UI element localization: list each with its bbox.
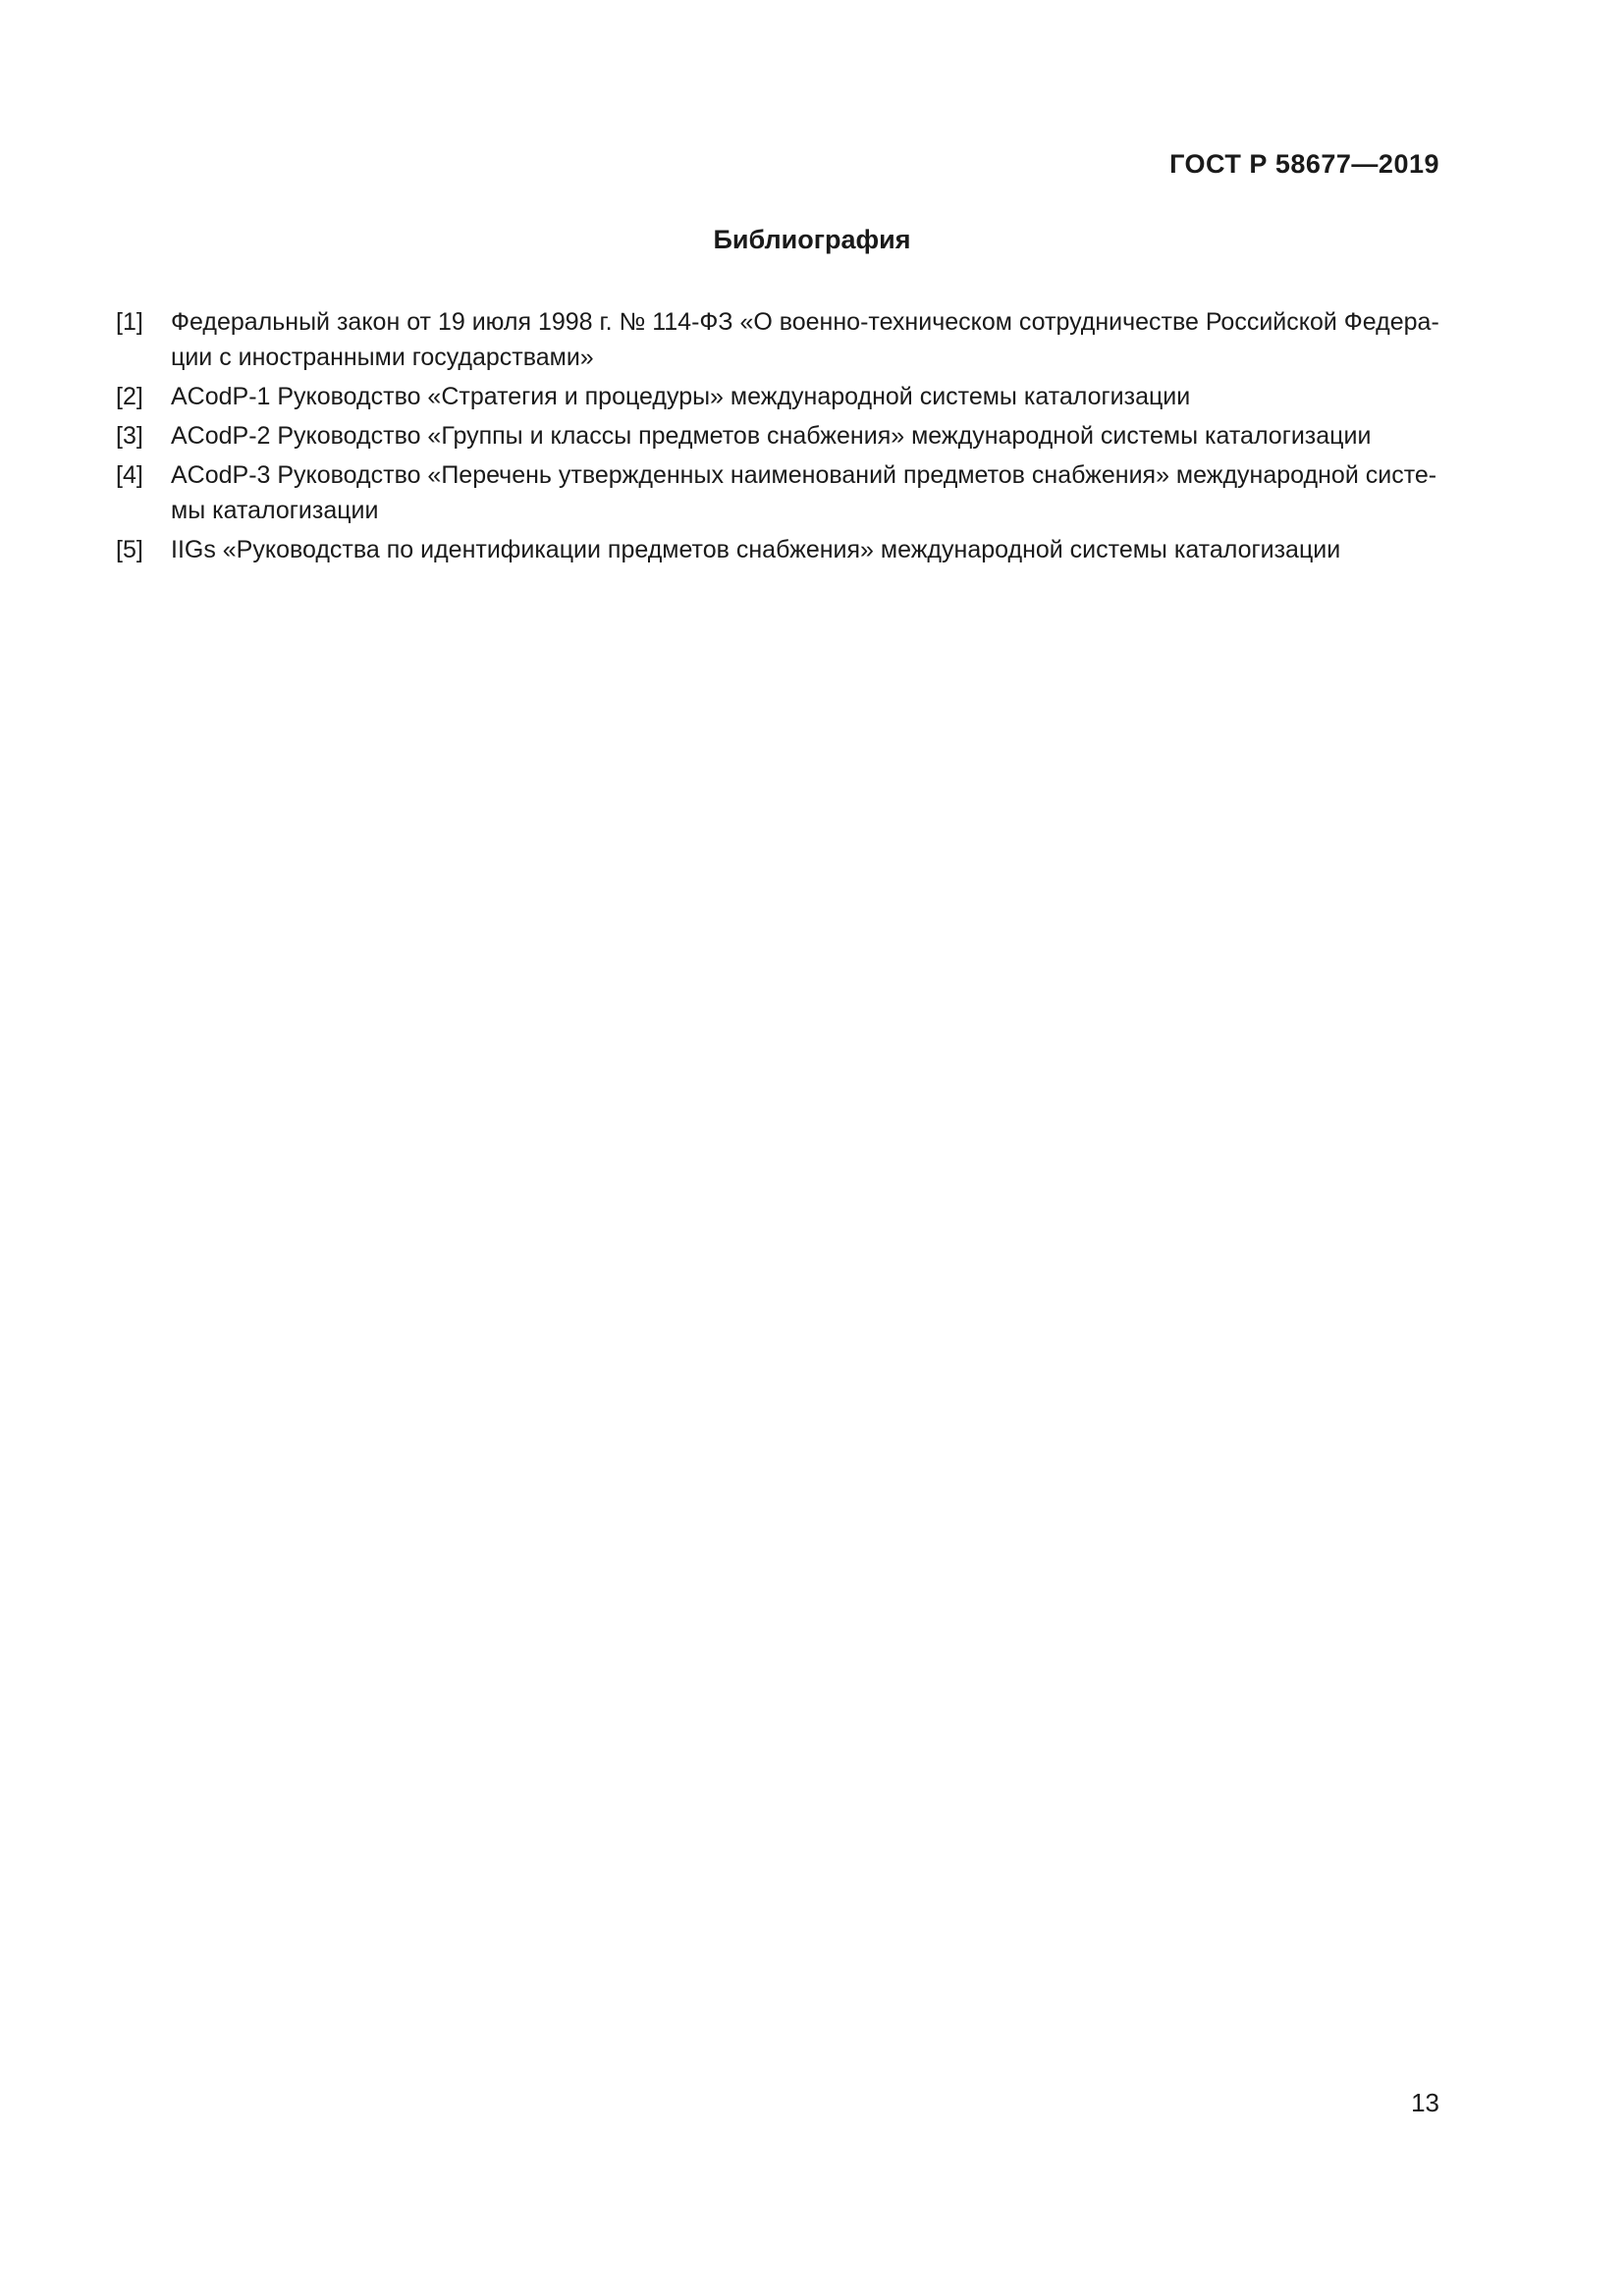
reference-text-line: мы каталогизации [171, 497, 379, 524]
bibliography-item [116, 532, 1441, 567]
reference-number: [2] [116, 383, 143, 410]
reference-number: [4] [116, 461, 143, 489]
bibliography-item [116, 379, 1441, 414]
bibliography-item [116, 457, 1441, 528]
reference-number: [3] [116, 422, 143, 450]
reference-text-line: ции с иностранными государствами» [171, 344, 594, 371]
reference-text-line: ACodP-3 Руководство «Перечень утвержденных наименований предметов снабжения» международной систе- [171, 461, 1437, 489]
reference-text [171, 418, 1441, 454]
reference-text-line: IIGs «Руководства по идентификации предметов снабжения» международной системы каталогизации [171, 536, 1341, 563]
reference-text-line: ACodP-2 Руководство «Группы и классы предметов снабжения» международной системы каталогизации [171, 422, 1372, 450]
page-number: 13 [1411, 2088, 1439, 2117]
reference-text-line: Федеральный закон от 19 июля 1998 г. № 114-ФЗ «О военно-техническом сотрудничестве Российской Федера- [171, 308, 1439, 336]
bibliography-item [116, 304, 1441, 375]
reference-text [171, 304, 1441, 375]
reference-text [171, 532, 1441, 567]
reference-number: [5] [116, 536, 143, 563]
reference-text-line: ACodP-1 Руководство «Стратегия и процедуры» международной системы каталогизации [171, 383, 1191, 410]
reference-text [171, 457, 1441, 528]
document-code: ГОСТ Р 58677—2019 [1169, 149, 1439, 179]
bibliography-item [116, 418, 1441, 454]
bibliography-list [116, 304, 1441, 571]
reference-number: [1] [116, 308, 143, 336]
reference-text [171, 379, 1441, 414]
section-title: Библиография [713, 225, 911, 254]
